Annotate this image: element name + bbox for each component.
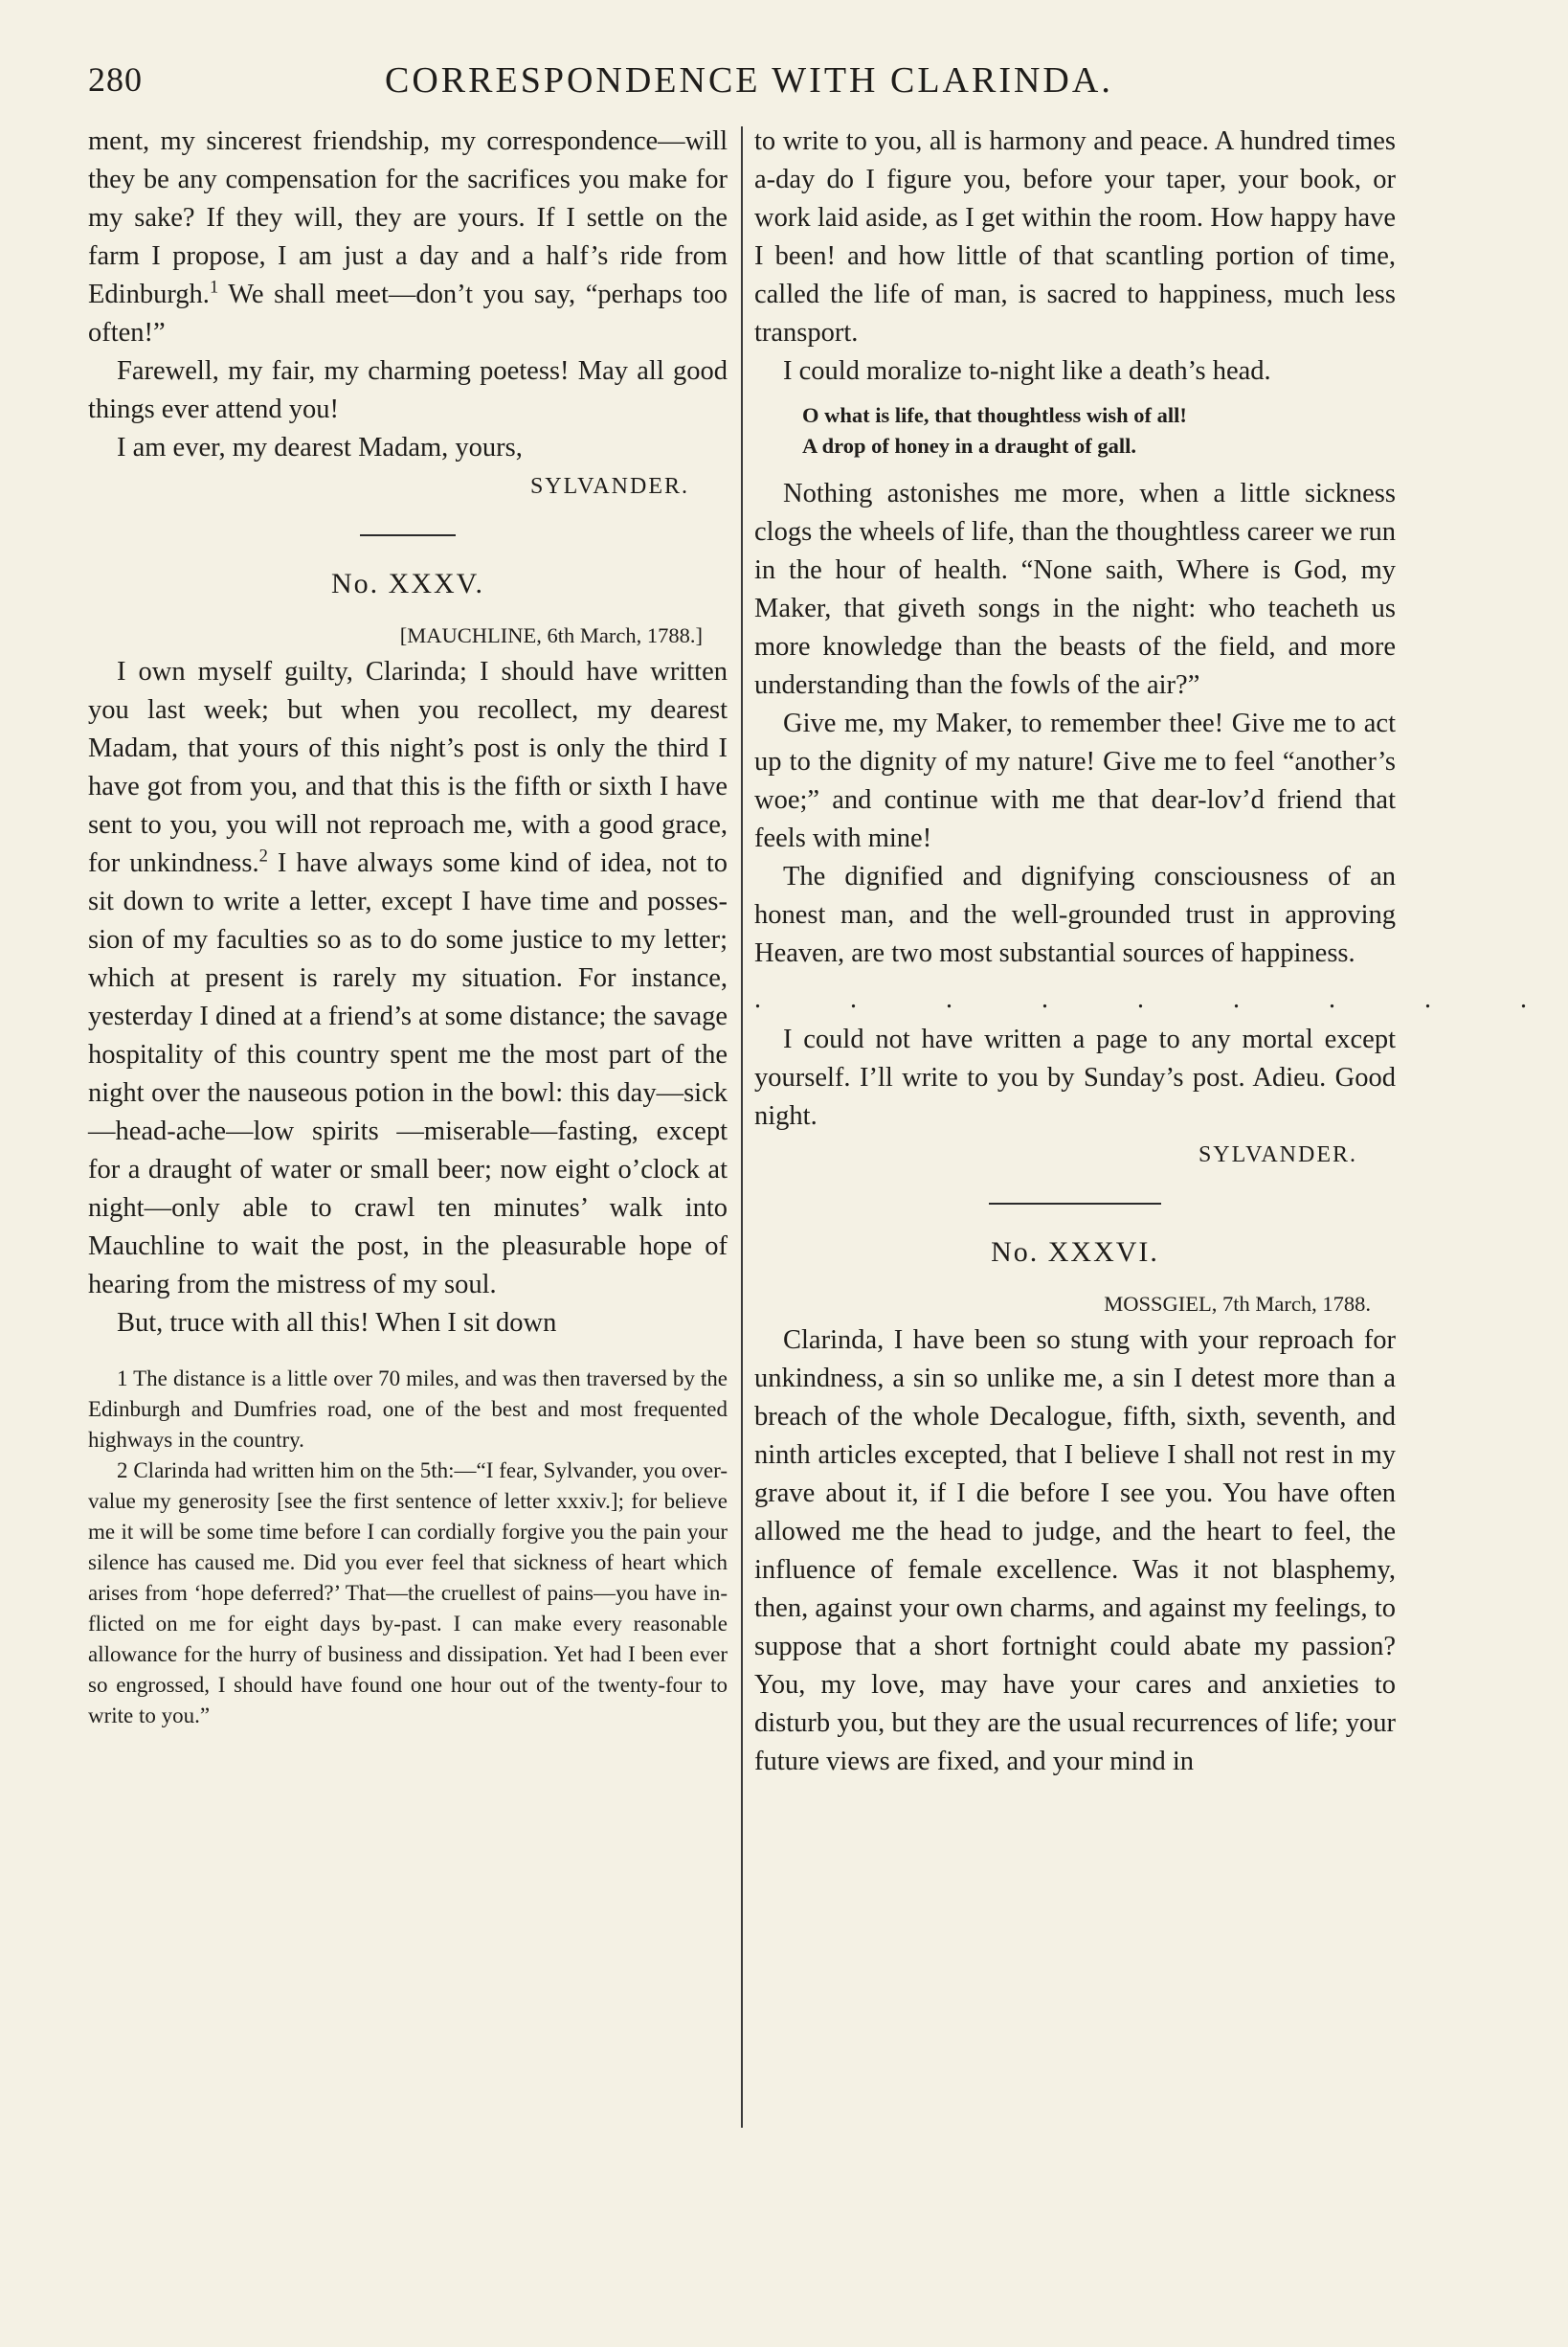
footnote-1: 1 The distance is a little over 70 miles, and was then traversed by the Edinburgh and Dumfries road, one of the best and most frequented highways in the country.	[88, 1366, 728, 1452]
paragraph: Give me, my Maker, to remember thee! Give me to act up to the dignity of my nature! Give me to feel “another’s woe;” and continue with me that dear-lov’d friend that feels with mine!	[754, 709, 1396, 853]
paragraph: Nothing astonishes me more, when a little sickness clogs the wheels of life, than the thoughtless career we run in the hour of health. “None saith, Where is God, my Maker, that giveth songs in the night: who teacheth us more knowledge than the beasts of the field, and more understanding than the fowls of the air?”	[754, 479, 1396, 700]
dateline: [MAUCHLINE, 6th March, 1788.]	[399, 623, 703, 647]
signature: SYLVANDER.	[529, 474, 689, 499]
signature: SYLVANDER.	[1198, 1142, 1357, 1167]
page-number: 280	[88, 60, 143, 99]
paragraph: I could not have written a page to any mortal except yourself. I’ll write to you by Sunday’s post. Adieu. Good night.	[754, 1025, 1396, 1131]
text-run: We shall meet—don’t you say, “perhaps too often!”	[88, 280, 728, 348]
footnotes	[88, 1364, 728, 1731]
column-divider	[741, 126, 743, 2128]
section-rule	[360, 534, 456, 536]
verse-quote	[754, 400, 1396, 462]
text-run: I own myself guilty, Clarinda; I should have written you last week; but when you recollect, my dearest Madam, that yours of this night’s post is only the third I have got from you, and that this is the fifth or sixth I have sent to you, you will not reproach me, with a good grace, for unkindness.	[88, 657, 728, 878]
paragraph: But, truce with all this! When I sit down	[117, 1308, 557, 1338]
verse-line: A drop of honey in a draught of gall.	[802, 434, 1137, 458]
footnote-2: 2 Clarinda had written him on the 5th:—“I fear, Sylvander, you over-value my generosity [see the first sentence of letter xxxiv.]; for believe me it will be some time before I can cordially forgive you the pain your silence has caused me. Did you ever feel that sickness of heart which arises from ‘hope deferred?’ That—the cruellest of pains—you have inflicted on me for eight days by-past. I can make every reasonable allowance for the hurry of business and dissipation. Yet had I been ever so engrossed, I should have found one hour out of the twenty-four to write to you.”	[88, 1458, 728, 1727]
dateline: MOSSGIEL, 7th March, 1788.	[1104, 1292, 1371, 1316]
left-column	[88, 123, 728, 1731]
section-rule	[989, 1203, 1161, 1205]
ellipsis-row: . . . . . . . . .	[754, 984, 1568, 1014]
right-column	[754, 123, 1568, 1781]
text-run: I have always some kind of idea, not to sit down to write a letter, except I have time and possession of my faculties so as to do some justice to my letter; which at present is rarely my situation. For instance, yesterday I dined at a friend’s at some distance; the savage hospitality of this country spent me the most part of the night over the nauseous potion in the bowl: this day—sick—head-ache—low spirits —miserable—fasting, except for a draught of water or small beer; now eight o’clock at night—only able to crawl ten minutes’ walk into Mauchline to wait the post, in the pleasurable hope of hearing from the mistress of my soul.	[88, 848, 728, 1299]
paragraph: The dignified and dignifying consciousness of an honest man, and the well-grounded trust in approving Heaven, are two most substantial sources of happiness.	[754, 862, 1396, 968]
paragraph: to write to you, all is harmony and peace. A hundred times a-day do I figure you, before your taper, your book, or work laid aside, as I get within the room. How happy have I been! and how little of that scantling portion of time, called the life of man, is sacred to happiness, much less transport.	[754, 126, 1396, 348]
letter-number: No. XXXV.	[331, 568, 484, 599]
paragraph	[88, 123, 728, 352]
text-run: ment, my sincerest friendship, my correspondence—will they be any compensation for the sacrifices you make for my sake? If they will, they are yours. If I settle on the farm I propose, I am just a day and a half’s ride from Edinburgh.	[88, 126, 728, 309]
paragraph: Farewell, my fair, my charming poetess! May all good things ever attend you!	[88, 356, 728, 424]
running-title: CORRESPONDENCE WITH CLARINDA.	[385, 60, 1113, 101]
letter-number: No. XXXVI.	[991, 1236, 1159, 1268]
paragraph: Clarinda, I have been so stung with your reproach for unkindness, a sin so unlike me, a sin I detest more than a breach of the whole Decalogue, fifth, sixth, seventh, and ninth articles excepted, that I believe I shall not rest in my grave about it, if I die before I see you. You have often allowed me the head to judge, and the heart to feel, the influence of female excellence. Was it not blasphemy, then, against your own charms, and against my feelings, to suppose that a short fortnight could abate my passion? You, my love, may have your cares and anxieties to disturb you, but they are the usual recurrences of life; your future views are fixed, and your mind in	[754, 1325, 1396, 1776]
footnote-ref: 1	[209, 277, 219, 298]
footnote-ref: 2	[258, 846, 268, 867]
paragraph	[88, 653, 728, 1304]
verse-line: O what is life, that thoughtless wish of all!	[802, 403, 1187, 427]
closing-line: I am ever, my dearest Madam, yours,	[117, 433, 523, 463]
paragraph: I could moralize to-night like a death’s head.	[783, 356, 1271, 386]
page-header	[88, 59, 1113, 107]
